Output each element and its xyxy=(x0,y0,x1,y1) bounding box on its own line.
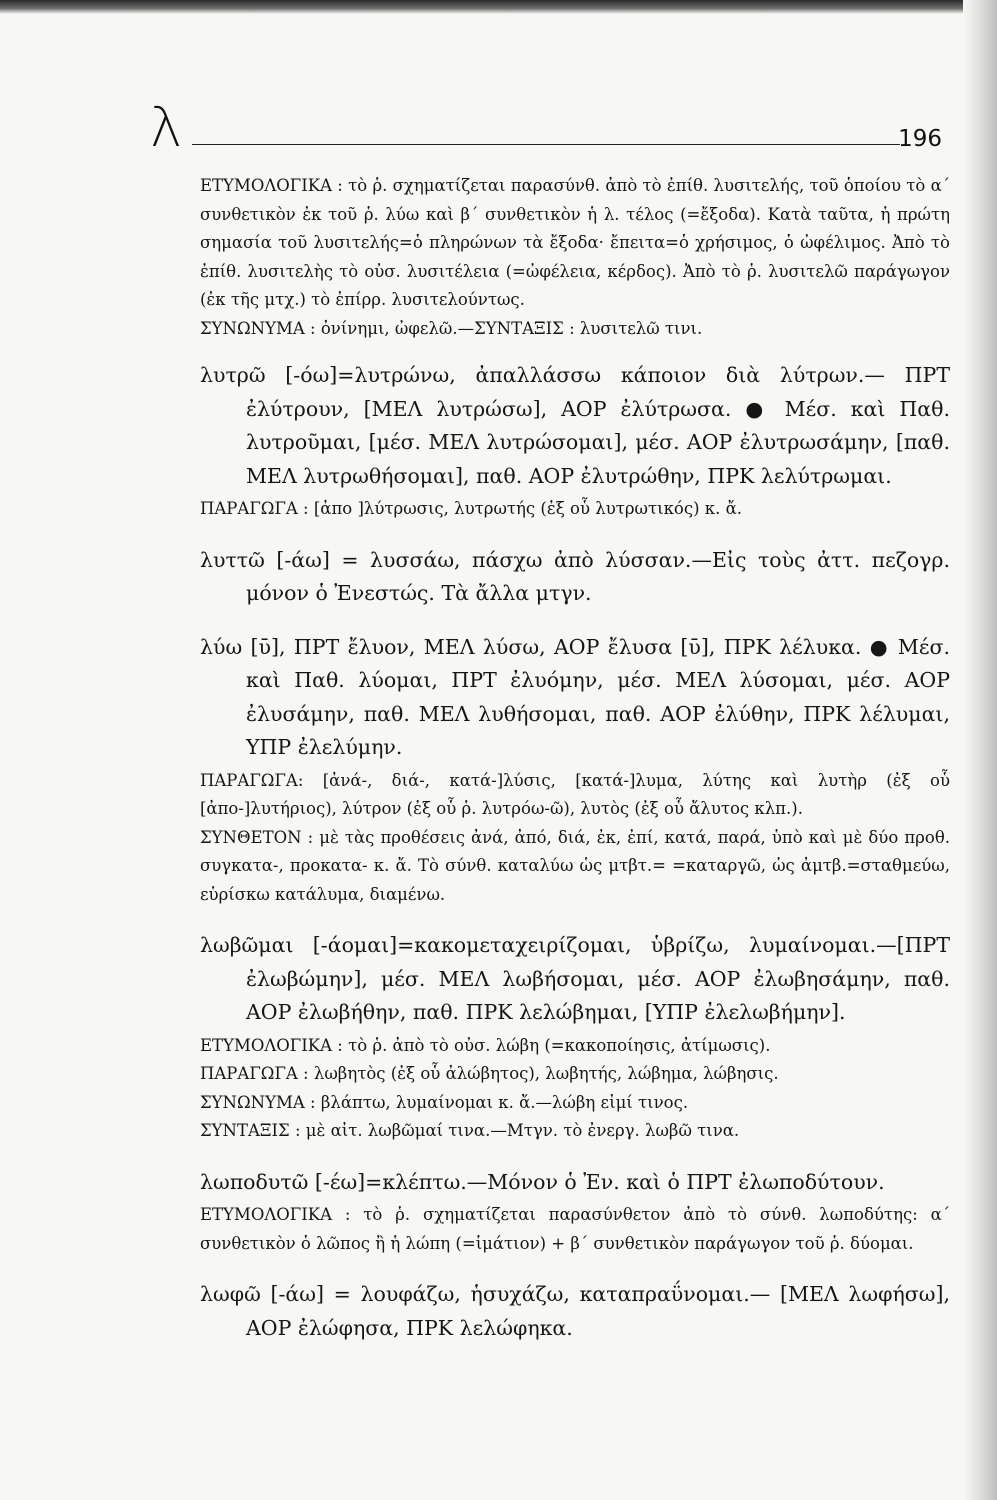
derivatives-note: ΠΑΡΑΓΩΓΑ: [ἀνά-, διά-, κατά-]λύσις, [κατά-]λυμα, λύτης καὶ λυτὴρ (ἐξ οὗ [ἀπο-]λυτήριος), λύτρον (ἐξ οὗ ῥ. λυτρόω-ῶ), λυτὸς (ἐξ οὗ ἄλυτος κλπ.). xyxy=(200,770,950,818)
entry-lopho: λωφῶ [-άω] = λουφάζω, ἡσυχάζω, καταπραΰνομαι.— [ΜΕΛ λωφήσω], ΑΟΡ ἐλώφησα, ΠΡΚ λελώφηκα. xyxy=(200,1282,950,1340)
page-header xyxy=(150,96,950,166)
entry-lyo: λύω [ῡ], ΠΡΤ ἔλυον, ΜΕΛ λύσω, ΑΟΡ ἔλυσα [ῡ], ΠΡΚ λέλυκα. ● Μέσ. καὶ Παθ. λύομαι, ΠΡΤ ἐλυόμην, μέσ. ΜΕΛ λύσομαι, μέσ. ΑΟΡ ἐλυσάμην, παθ. ΜΕΛ λυθήσομαι, παθ. ΑΟΡ ἐλύθην, ΠΡΚ λέλυμαι, ΥΠΡ ἐλελύμην. xyxy=(200,634,950,759)
derivatives-note: ΠΑΡΑΓΩΓΑ : λωβητὸς (ἐξ οὗ ἀλώβητος), λωβητής, λώβημα, λώβησις. xyxy=(200,1064,779,1083)
entry-lopodyto: λωποδυτῶ [-έω]=κλέπτω.—Μόνον ὁ Ἐν. καὶ ὁ ΠΡΤ ἐλωποδύτουν. xyxy=(200,1169,885,1194)
scan-right-edge xyxy=(963,0,997,1500)
header-rule xyxy=(192,144,900,145)
etymology-note: ΕΤΥΜΟΛΟΓΙΚΑ : τὸ ῥ. σχηματίζεται παρασύνθετον ἀπὸ τὸ σύνθ. λωποδύτης: α΄ συνθετικὸν ὁ λῶπος ἢ ἡ λώπη (=ἱμάτιον) + β΄ συνθετικὸν παράγωγον τοῦ ῥ. δύομαι. xyxy=(200,1205,950,1253)
entry-lytto: λυττῶ [-άω] = λυσσάω, πάσχω ἀπὸ λύσσαν.—Εἰς τοὺς ἀττ. πεζογρ. μόνον ὁ Ἐνεστώς. Τὰ ἄλλα μτγν. xyxy=(200,547,950,605)
synonyms-note: ΣΥΝΩΝΥΜΑ : βλάπτω, λυμαίνομαι κ. ἄ.—λώβη εἰμί τινος. xyxy=(200,1092,689,1112)
dictionary-content xyxy=(200,172,950,1345)
derivatives-note: ΠΑΡΑΓΩΓΑ : [ἀπο ]λύτρωσις, λυτρωτής (ἐξ οὗ λυτρωτικός) κ. ἄ. xyxy=(200,499,742,518)
scan-top-edge xyxy=(0,0,997,14)
syntax-note: ΣΥΝΤΑΞΙΣ : μὲ αἰτ. λωβῶμαί τινα.—Μτγν. τὸ ἐνεργ. λωβῶ τινα. xyxy=(200,1121,740,1140)
page-number: 196 xyxy=(898,126,942,152)
synonyms-syntax-note: ΣΥΝΩΝΥΜΑ : ὀνίνημι, ὠφελῶ.—ΣΥΝΤΑΞΙΣ : λυσιτελῶ τινι. xyxy=(200,318,703,338)
etymology-note: ΕΤΥΜΟΛΟΓΙΚΑ : τὸ ῥ. ἀπὸ τὸ οὐσ. λώβη (=κακοποίησις, ἀτίμωσις). xyxy=(200,1035,771,1055)
entry-lobomai: λωβῶμαι [-άομαι]=κακομεταχειρίζομαι, ὑβρίζω, λυμαίνομαι.—[ΠΡΤ ἐλωβώμην], μέσ. ΜΕΛ λωβήσομαι, μέσ. ΑΟΡ ἐλωβησάμην, παθ. ΑΟΡ ἐλωβήθην, παθ. ΠΡΚ λελώβημαι, [ΥΠΡ ἐλελωβήμην]. xyxy=(200,933,950,1024)
compound-note: ΣΥΝΘΕΤΟΝ : μὲ τὰς προθέσεις ἀνά, ἀπό, διά, ἐκ, ἐπί, κατά, παρά, ὑπὸ καὶ μὲ δύο προθ. συγκατα-, προκατα- κ. ἄ. Τὸ σύνθ. καταλύω ὡς μτβτ.= =καταργῶ, ὡς ἀμτβ.=σταθμεύω, εὑρίσκω κατάλυμα, διαμένω. xyxy=(200,827,950,904)
entry-lytro: λυτρῶ [-όω]=λυτρώνω, ἀπαλλάσσω κάποιον διὰ λύτρων.— ΠΡΤ ἐλύτρουν, [ΜΕΛ λυτρώσω], ΑΟΡ ἐλύτρωσα. ● Μέσ. καὶ Παθ. λυτροῦμαι, [μέσ. ΜΕΛ λυτρώσομαι], μέσ. ΑΟΡ ἐλυτρωσάμην, [παθ. ΜΕΛ λυτρωθήσομαι], παθ. ΑΟΡ ἐλυτρώθην, ΠΡΚ λελύτρωμαι. xyxy=(200,363,950,488)
section-letter: λ xyxy=(150,96,182,159)
etymology-note: ΕΤΥΜΟΛΟΓΙΚΑ : τὸ ῥ. σχηματίζεται παρασύνθ. ἀπὸ τὸ ἐπίθ. λυσιτελής, τοῦ ὁποίου τὸ α΄ συνθετικὸν ἐκ τοῦ ῥ. λύω καὶ β΄ συνθετικὸν ἡ λ. τέλος (=ἔξοδα). Κατὰ ταῦτα, ἡ πρώτη σημασία τοῦ λυσιτελής=ὁ πληρώνων τὰ ἔξοδα· ἔπειτα=ὁ χρήσιμος, ὁ ὠφέλιμος. Ἀπὸ τὸ ἐπίθ. λυσιτελὴς τὸ οὐσ. λυσιτέλεια (=ὠφέλεια, κέρδος). Ἀπὸ τὸ ῥ. λυσιτελῶ παράγωγον (ἐκ τῆς μτχ.) τὸ ἐπίρρ. λυσιτελούντως. xyxy=(200,176,950,309)
